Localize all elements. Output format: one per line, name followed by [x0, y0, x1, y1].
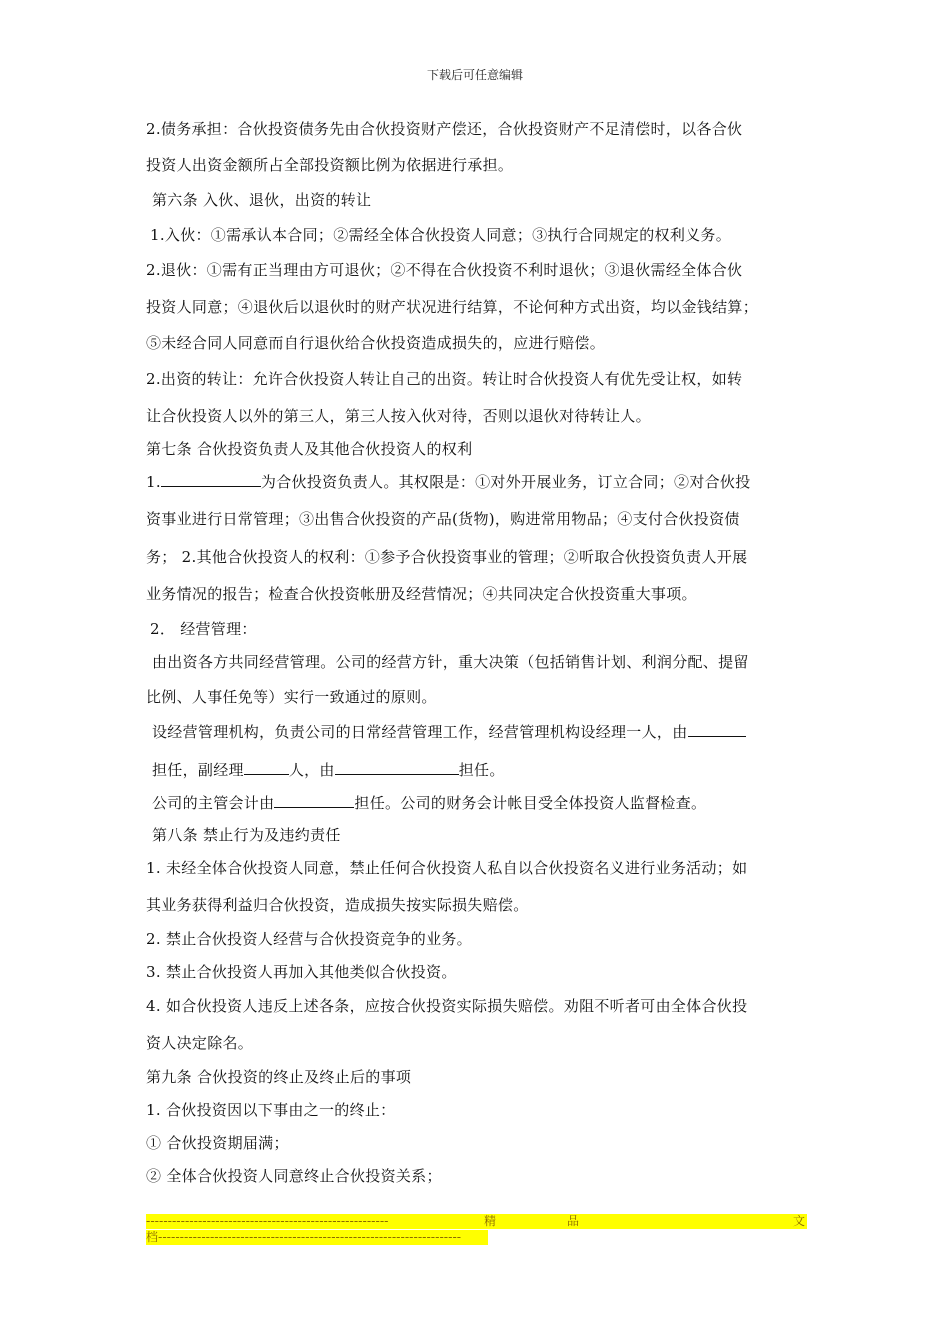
- paragraph-line: 2. 禁止合伙投资人经营与合伙投资竞争的业务。: [146, 930, 472, 948]
- paragraph-line: 1. 合伙投资因以下事由之一的终止：: [146, 1101, 396, 1119]
- paragraph-line: 比例、人事任免等）实行一致通过的原则。: [146, 688, 437, 706]
- paragraph-line: 投资人出资金额所占全部投资额比例为依据进行承担。: [146, 156, 514, 174]
- footer-char: 档: [146, 1230, 159, 1244]
- line-text: 担任。公司的财务会计帐目受全体投资人监督检查。: [354, 794, 707, 812]
- paragraph-line: 其业务获得利益归合伙投资，造成损失按实际损失赔偿。: [146, 896, 529, 914]
- paragraph-line: ② 全体合伙投资人同意终止合伙投资关系；: [146, 1167, 442, 1185]
- paragraph-line: [152, 760, 505, 780]
- paragraph-line: [146, 472, 751, 492]
- paragraph-line: 由出资各方共同经营管理。公司的经营方针，重大决策（包括销售计划、利润分配、提留: [152, 653, 749, 671]
- line-text: 为合伙投资负责人。其权限是：①对外开展业务，订立合同；②对合伙投: [260, 473, 751, 491]
- footer-dashes: ----------------------------------------------------------------------: [158, 1230, 462, 1244]
- paragraph-line: 让合伙投资人以外的第三人，第三人按入伙对待，否则以退伙对待转让人。: [146, 407, 651, 425]
- fill-blank: [244, 760, 289, 775]
- paragraph-line: 资事业进行日常管理；③出售合伙投资的产品(货物)，购进常用物品；④支付合伙投资债: [146, 510, 740, 528]
- paragraph-line: [152, 793, 706, 813]
- paragraph-line: 务； 2.其他合伙投资人的权利：①参予合伙投资事业的管理；②听取合伙投资负责人开展: [146, 548, 748, 566]
- fill-blank: [335, 760, 459, 775]
- fill-blank: [274, 793, 354, 808]
- line-prefix: 1.: [146, 473, 161, 491]
- section-heading-6: 第六条 入伙、退伙，出资的转让: [152, 191, 372, 209]
- fill-blank: [161, 472, 261, 487]
- line-text: 人，由: [288, 761, 335, 779]
- fill-blank: [688, 722, 746, 737]
- section-heading-9: 第九条 合伙投资的终止及终止后的事项: [146, 1068, 412, 1086]
- footer-banner: [146, 1214, 807, 1229]
- paragraph-line: 资人决定除名。: [146, 1034, 254, 1052]
- paragraph-line: ① 合伙投资期届满；: [146, 1134, 289, 1152]
- paragraph-line: 业务情况的报告；检查合伙投资帐册及经营情况；④共同决定合伙投资重大事项。: [146, 585, 697, 603]
- paragraph-line: 2.出资的转让：允许合伙投资人转让自己的出资。转让时合伙投资人有优先受让权，如转: [146, 370, 743, 388]
- sub-heading: 2． 经营管理：: [150, 620, 257, 638]
- footer-char: 文: [793, 1214, 806, 1228]
- paragraph-line: 投资人同意；④退伙后以退伙时的财产状况进行结算，不论何种方式出资，均以金钱结算；: [146, 298, 759, 316]
- line-text: 公司的主管会计由: [152, 794, 275, 812]
- line-text: 担任。: [458, 761, 505, 779]
- line-text: 设经营管理机构，负责公司的日常经营管理工作，经营管理机构设经理一人，由: [152, 723, 688, 741]
- paragraph-line: 1. 未经全体合伙投资人同意，禁止任何合伙投资人私自以合伙投资名义进行业务活动；如: [146, 859, 748, 877]
- footer-banner-line2: [146, 1230, 488, 1245]
- page-header: 下载后可任意编辑: [426, 68, 523, 82]
- footer-char: 精: [484, 1214, 497, 1228]
- paragraph-line: 4. 如合伙投资人违反上述各条，应按合伙投资实际损失赔偿。劝阻不听者可由全体合伙投: [146, 997, 748, 1015]
- paragraph-line: 3. 禁止合伙投资人再加入其他类似合伙投资。: [146, 963, 457, 981]
- section-heading-7: 第七条 合伙投资负责人及其他合伙投资人的权利: [146, 440, 473, 458]
- paragraph-line: ⑤未经合同人同意而自行退伙给合伙投资造成损失的，应进行赔偿。: [146, 334, 606, 352]
- paragraph-line: 1.入伙：①需承认本合同；②需经全体合伙投资人同意；③执行合同规定的权利义务。: [150, 226, 732, 244]
- section-heading-8: 第八条 禁止行为及违约责任: [152, 826, 341, 844]
- paragraph-line: 2.债务承担：合伙投资债务先由合伙投资财产偿还，合伙投资财产不足清偿时，以各合伙: [146, 120, 743, 138]
- footer-char: 品: [567, 1214, 580, 1228]
- paragraph-line: 2.退伙：①需有正当理由方可退伙；②不得在合伙投资不利时退伙；③退伙需经全体合伙: [146, 261, 743, 279]
- paragraph-line: [152, 722, 746, 742]
- footer-dashes: --------------------------------------------------------: [146, 1214, 389, 1228]
- line-text: 担任，副经理: [152, 761, 244, 779]
